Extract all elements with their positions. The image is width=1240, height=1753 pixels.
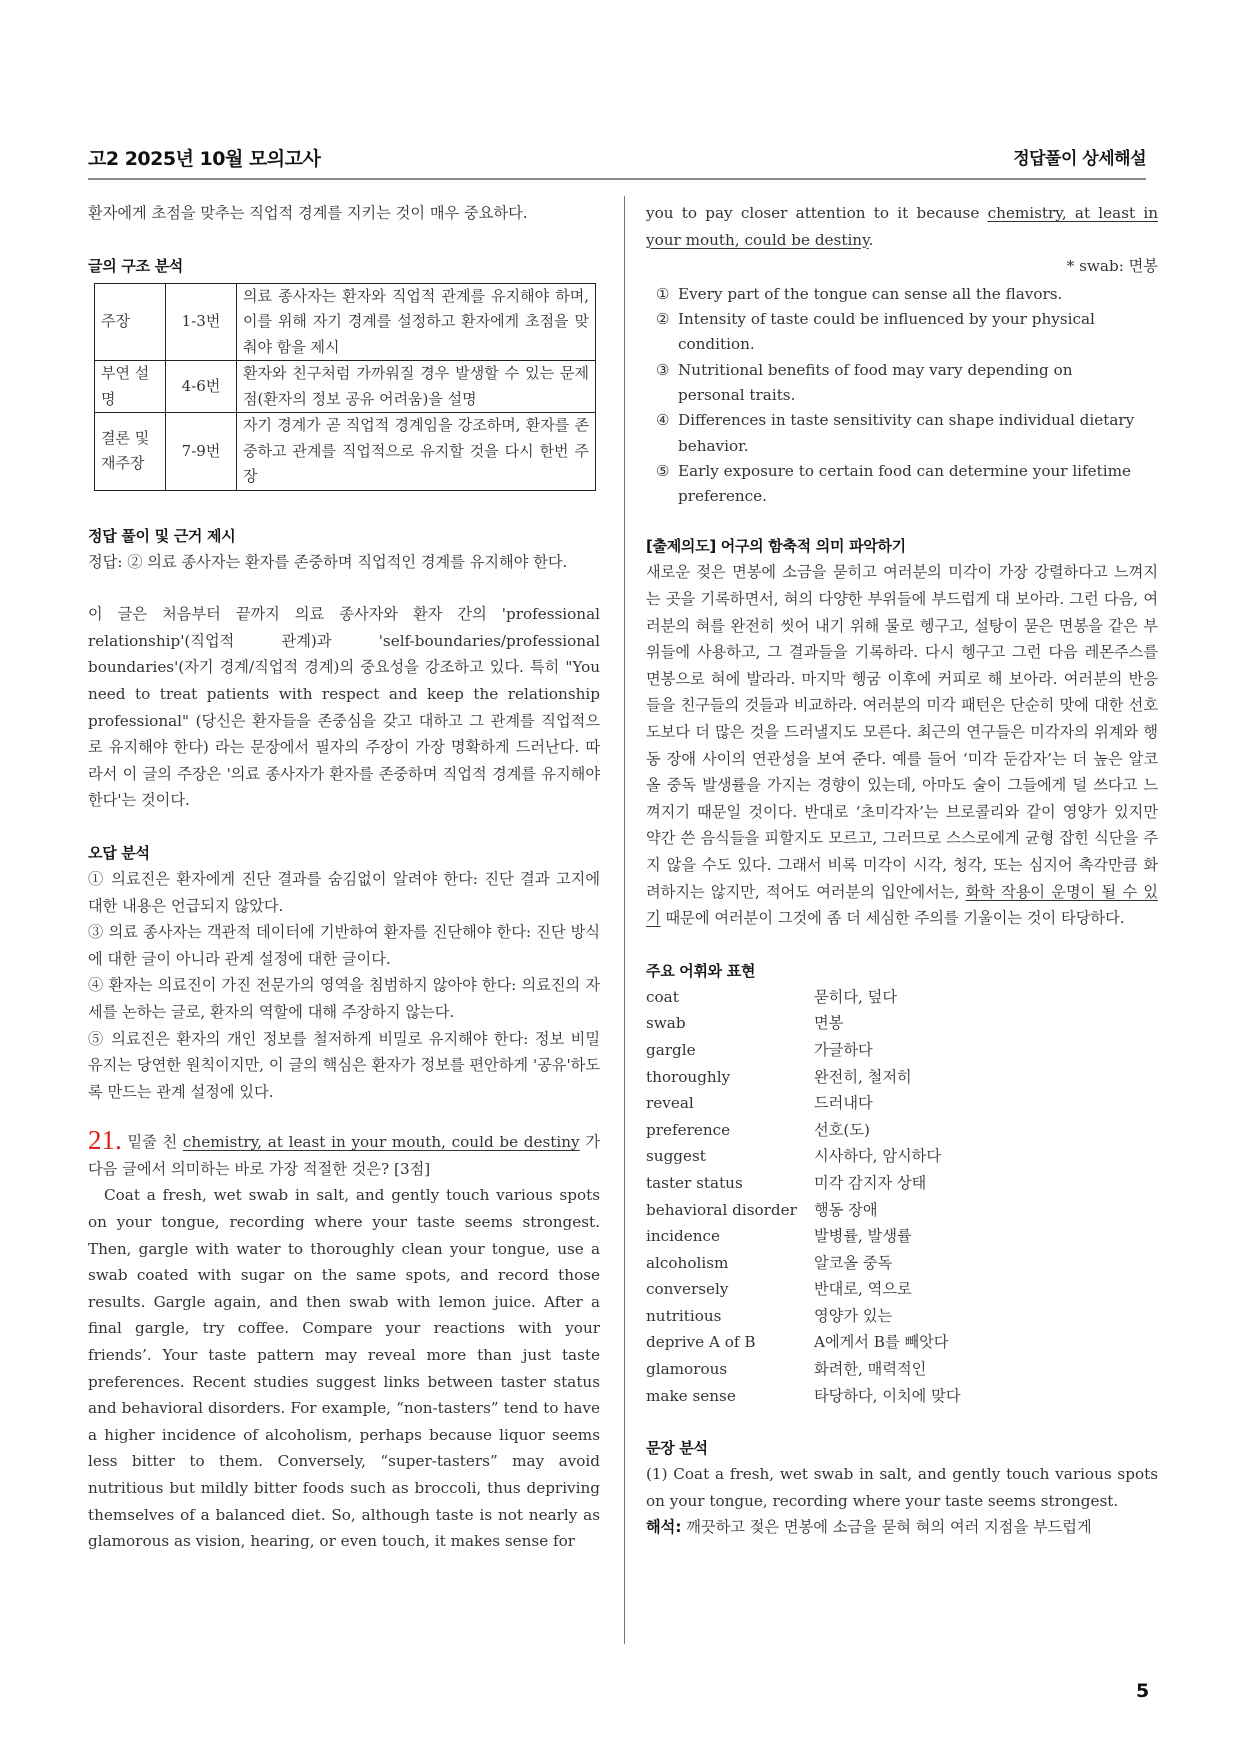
choice-number: ② [656, 310, 670, 329]
vocab-en: deprive A of B [646, 1333, 756, 1352]
vocab-en: reveal [646, 1094, 694, 1113]
sentence-heading: 문장 분석 [646, 1439, 708, 1458]
structure-heading: 글의 구조 분석 [88, 256, 183, 275]
right-column [646, 200, 1158, 1541]
vocab-ko: 면봉 [814, 1014, 844, 1033]
choice-3[interactable] [656, 358, 1158, 409]
range-cell: 4-6번 [166, 361, 237, 413]
range-cell: 1-3번 [166, 283, 237, 361]
vocab-ko: 묻히다, 덮다 [814, 987, 898, 1006]
vocab-ko: 시사하다, 암시하다 [814, 1147, 942, 1166]
wrong-item: ⑤ 의료진은 환자의 개인 정보를 철저하게 비밀로 유지해야 한다: 정보 비밀 유지는 당연한 원칙이지만, 이 글의 핵심은 환자가 정보를 편안하게 '공유'하도록 만드는 관계 설정에 있다. [88, 1029, 600, 1101]
choice-text: Intensity of taste could be influenced by your physical condition. [678, 310, 1095, 354]
wrong-item: ③ 의료 종사자는 객관적 데이터에 기반하여 환자를 진단해야 한다: 진단 방식에 대한 글이 아니라 관계 설정에 대한 글이다. [88, 923, 600, 968]
left-column [88, 200, 600, 1555]
choice-4[interactable] [656, 408, 1158, 459]
vocab-list [646, 984, 1158, 1410]
vocab-ko: 발병률, 발생률 [814, 1227, 912, 1246]
sentence-1: (1) Coat a fresh, wet swab in salt, and gently touch various spots on your tongue, recording where your taste seems strongest. [646, 1465, 1158, 1510]
vocab-en: conversely [646, 1280, 729, 1299]
page-number: 5 [1136, 1680, 1150, 1702]
choice-number: ④ [656, 411, 670, 430]
vocab-ko: 완전히, 철저히 [814, 1067, 912, 1086]
vocab-ko: A에게서 B를 빼앗다 [814, 1333, 949, 1352]
question-passage: Coat a fresh, wet swab in salt, and gently touch various spots on your tongue, recording where your taste seems strongest. Then, gargle with water to thoroughly clean your tongue, use a swab coated with sugar on the same spots, and record those results. Gargle again, and then swab with lemon juice. After a final gargle, try coffee. Compare your reactions with your friends’. Your taste pattern may reveal more than just taste preferences. Recent studies suggest links between taster status and behavioral disorders. For example, “non-tasters” tend to have a higher incidence of alcoholism, perhaps because liquor seems less bitter to them. Conversely, “super-tasters” may avoid nutritious but mildly bitter foods such as broccoli, thus depriving themselves of a balanced diet. So, although taste is not nearly as glamorous as vision, hearing, or even touch, it makes sense for [88, 1186, 600, 1551]
section-label: 정답풀이 상세해설 [1013, 149, 1146, 169]
vocab-ko: 반대로, 역으로 [814, 1280, 912, 1299]
desc-cell: 환자와 친구처럼 가까워질 경우 발생할 수 있는 문제점(환자의 정보 공유 어려움)을 설명 [237, 361, 596, 413]
vocab-en: make sense [646, 1386, 736, 1405]
answer-explanation: 이 글은 처음부터 끝까지 의료 종사자와 환자 간의 'professional relationship'(직업적 관계)과 'self-boundaries/professional boundaries'(자기 경계/직업적 경계)의 중요성을 강조하고 있다. 특히 "You need to treat patients with respect and keep the relationship professional" (당신은 환자들을 존중심을 갖고 대하고 그 관계를 직업적으로 유지해야 한다) 라는 문장에서 필자의 주장이 가장 명확하게 드러난다. 따라서 이 글의 주장은 '의료 종사자가 환자를 존중하며 직업적 경계를 유지해야 한다'는 것이다. [88, 605, 600, 810]
choice-number: ③ [656, 360, 670, 379]
vocab-en: nutritious [646, 1306, 722, 1325]
translation-text: 새로운 젖은 면봉에 소금을 묻히고 여러분의 미각이 가장 강렬하다고 느껴지는 곳을 기록하면서, 혀의 다양한 부위들에 부드럽게 대 보아라. 그런 다음, 여러분의 혀를 완전히 씻어 내기 위해 물로 헹구고, 설탕이 묻은 면봉을 같은 부위들에 사용하고, 그 결과들을 기록하라. 다시 헹구고 그런 다음 레몬주스를 면봉으로 혀에 발라라. 마지막 헹굼 이후에 커피로 해 보아라. 여러분의 반응들을 친구들의 것들과 비교하라. 여러분의 미각 패턴은 단순히 맛에 대한 선호도보다 더 많은 것을 드러낼지도 모른다. 최근의 연구들은 미각자의 위계와 행동 장애 사이의 연관성을 보여 준다. 예를 들어 ‘미각 둔감자’는 더 높은 알코올 중독 발생률을 가지는 경향이 있는데, 아마도 술이 그들에게 덜 쓰다고 느껴지기 때문일 것이다. 반대로 ‘초미각자’는 브로콜리와 같이 영양가 있지만 약간 쓴 음식들을 피할지도 모르고, 그러므로 스스로에게 균형 잡힌 식단을 주지 않을 수도 있다. 그래서 비록 미각이 시각, 청각, 또는 심지어 촉각만큼 화려하지는 않지만, 적어도 여러분의 입안에서는, [646, 563, 1158, 901]
vocab-en: swab [646, 1014, 686, 1033]
part-cell: 결론 및 재주장 [95, 413, 166, 491]
intent-heading: [출제의도] 어구의 함축적 의미 파악하기 [646, 537, 906, 556]
choice-text: Nutritional benefits of food may vary depending on personal traits. [678, 360, 1073, 404]
passage-text: you to pay closer attention to it because [646, 204, 980, 222]
question-underlined: chemistry, at least in your mouth, could be destiny [182, 1133, 580, 1152]
answer-line: 정답: ② 의료 종사자는 환자를 존중하며 직업적인 경계를 유지해야 한다. [88, 552, 568, 571]
passage-continuation [646, 200, 1158, 253]
question-suffix: 가 다음 글에서 의미하는 바로 가장 적절한 것은? [3점] [88, 1133, 601, 1178]
vocab-ko: 영양가 있는 [814, 1306, 893, 1325]
exam-title: 고2 2025년 10월 모의고사 [88, 148, 321, 170]
translation-underlined: 화학 작용이 운명이 될 수 있기 [646, 882, 1159, 928]
table-row [95, 283, 596, 361]
vocab-ko: 화려한, 매력적인 [814, 1360, 927, 1379]
page-header [88, 142, 1146, 178]
wrong-item: ① 의료진은 환자에게 진단 결과를 숨김없이 알려야 한다: 진단 결과 고지에 대한 내용은 언급되지 않았다. [88, 869, 600, 915]
structure-table [94, 283, 596, 491]
choice-1[interactable] [656, 282, 1158, 307]
vocab-en: behavioral disorder [646, 1200, 797, 1219]
choice-2[interactable] [656, 307, 1158, 358]
wrong-heading: 오답 분석 [88, 843, 150, 862]
vocab-en: taster status [646, 1173, 743, 1192]
vocab-en: coat [646, 987, 679, 1006]
choice-number: ① [656, 284, 670, 303]
translation-text-end: 때문에 여러분이 그것에 좀 더 세심한 주의를 기울이는 것이 타당하다. [665, 909, 1125, 928]
desc-cell: 자기 경계가 곧 직업적 경계임을 강조하며, 환자를 존중하고 관계를 직업적으로 유지할 것을 다시 한번 주장 [237, 413, 596, 491]
desc-cell: 의료 종사자는 환자와 직업적 관계를 유지해야 하며, 이를 위해 자기 경계를 설정하고 환자에게 초점을 맞춰야 함을 제시 [237, 283, 596, 361]
question-prefix: 밑줄 친 [127, 1133, 178, 1152]
vocab-ko: 가글하다 [814, 1040, 873, 1059]
choice-text: Differences in taste sensitivity can shape individual dietary behavior. [678, 411, 1135, 455]
vocab-ko: 타당하다, 이치에 맞다 [814, 1386, 961, 1405]
interp-text: 깨끗하고 젖은 면봉에 소금을 묻혀 혀의 여러 지점을 부드럽게 [686, 1518, 1092, 1537]
vocab-ko: 미각 감지자 상태 [814, 1173, 927, 1192]
vocab-ko: 선호(도) [814, 1120, 870, 1139]
footnote: * swab: 면봉 [1066, 257, 1158, 276]
choice-5[interactable] [656, 459, 1158, 510]
vocab-heading: 주요 어휘와 표현 [646, 961, 756, 980]
choice-text: Early exposure to certain food can determine your lifetime preference. [678, 461, 1131, 506]
answer-choices [656, 282, 1158, 510]
question-stem [88, 1127, 600, 1182]
passage-underlined: chemistry, at least in your mouth, could be destiny [646, 204, 1158, 249]
answer-heading: 정답 풀이 및 근거 제시 [88, 526, 236, 545]
vocab-en: gargle [646, 1040, 696, 1059]
vocab-ko: 알코올 중독 [814, 1253, 893, 1272]
sentence-interpretation [646, 1514, 1158, 1541]
intro-line: 환자에게 초점을 맞추는 직업적 경계를 지키는 것이 매우 중요하다. [88, 204, 528, 222]
table-row [95, 413, 596, 491]
header-divider [88, 178, 1146, 180]
vocab-en: incidence [646, 1227, 720, 1246]
passage-end: . [868, 230, 874, 249]
wrong-item: ④ 환자는 의료진이 가진 전문가의 영역을 침범하지 않아야 한다: 의료진의 자세를 논하는 글로, 환자의 역할에 대해 주장하지 않는다. [88, 976, 600, 1021]
range-cell: 7-9번 [166, 413, 237, 491]
table-row [95, 361, 596, 413]
choice-number: ⑤ [656, 461, 670, 480]
vocab-en: preference [646, 1120, 731, 1139]
vocab-en: suggest [646, 1147, 706, 1166]
intent-translation [646, 559, 1158, 931]
interp-label: 해석: [646, 1518, 682, 1537]
vocab-en: thoroughly [646, 1067, 731, 1086]
vocab-ko: 드러내다 [814, 1094, 873, 1113]
choice-text: Every part of the tongue can sense all the flavors. [678, 284, 1063, 303]
column-divider [624, 196, 625, 1644]
vocab-ko: 행동 장애 [814, 1200, 878, 1219]
vocab-en: alcoholism [646, 1253, 729, 1272]
vocab-en: glamorous [646, 1360, 728, 1379]
part-cell: 부연 설명 [95, 361, 166, 413]
question-number: 21. [88, 1125, 122, 1156]
part-cell: 주장 [95, 283, 166, 361]
